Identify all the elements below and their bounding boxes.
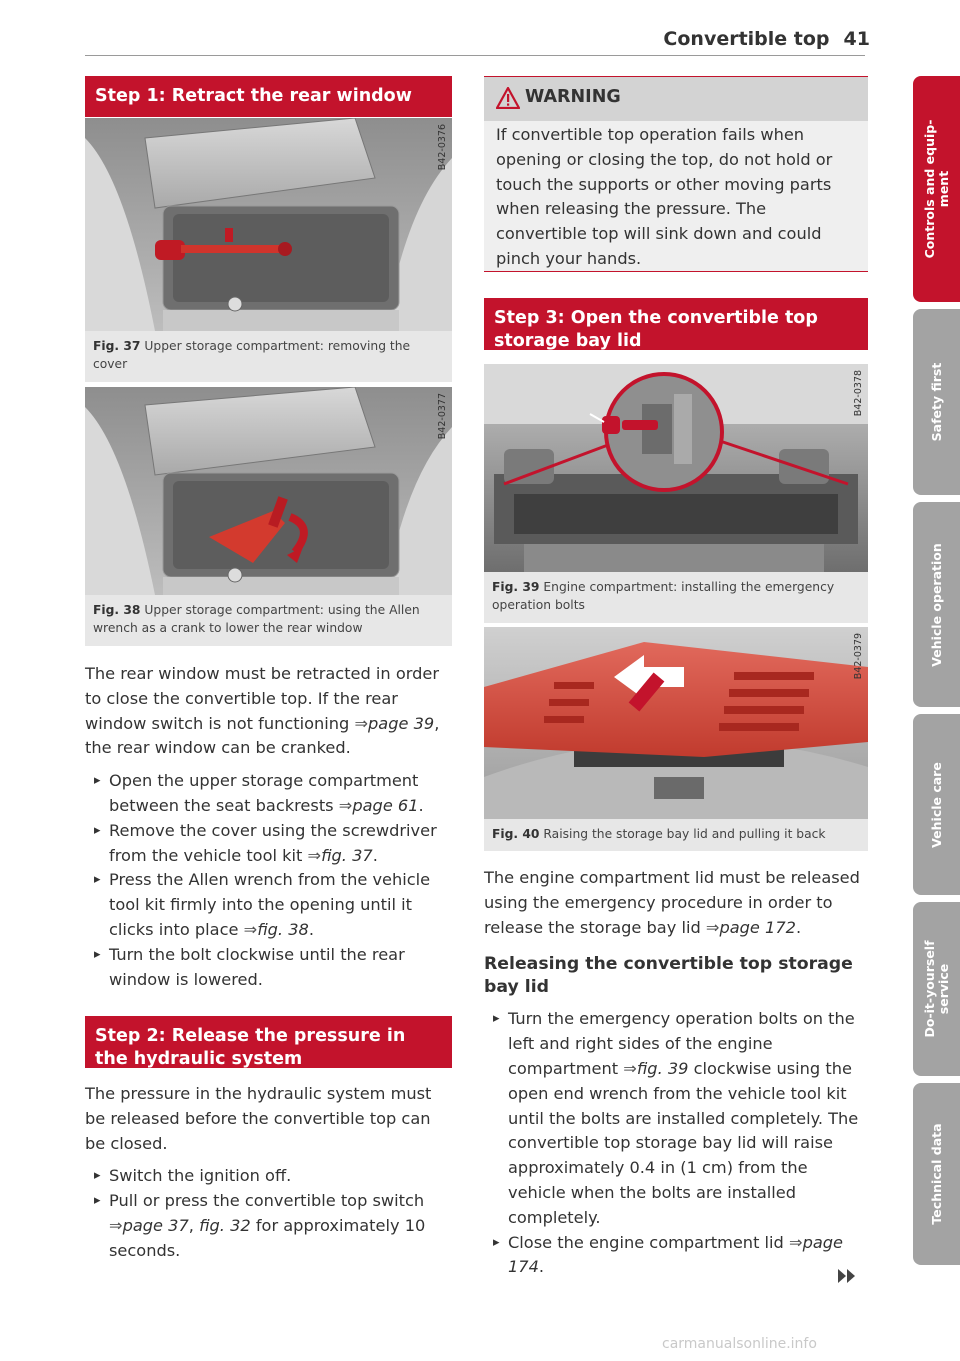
- figure-link[interactable]: fig. 37: [321, 845, 373, 865]
- step3-heading: Step 3: Open the convertible top storage bay lid: [484, 298, 868, 350]
- page-link[interactable]: page 61: [352, 795, 419, 815]
- figure-39-image: [484, 364, 868, 572]
- paragraph: The pressure in the hydraulic system must be released before the convertible top can be closed.: [85, 1084, 432, 1153]
- warning-title: WARNING: [525, 87, 621, 107]
- list-item: ▸ Turn the bolt clockwise until the rear window is lowered.: [85, 943, 452, 993]
- step2-section-heading: Step 2: Release the pressure in the hydraulic system: [85, 1016, 452, 1068]
- figure-38-code: B42-0377: [437, 393, 448, 440]
- warning-icon: [496, 87, 520, 109]
- list-item: ▸ Close the engine compartment lid ⇒page 174.: [484, 1231, 868, 1281]
- tab-vehicle-care[interactable]: Vehicle care: [913, 714, 960, 895]
- step2-body: [85, 1082, 452, 1264]
- figure-39-code: B42-0378: [853, 370, 864, 417]
- tab-do-it-yourself-service[interactable]: Do-it-yourself service: [913, 902, 960, 1076]
- figure-37-caption: Fig. 37 Upper storage compartment: removing the cover: [85, 331, 452, 382]
- running-header: [620, 28, 870, 50]
- figure-link[interactable]: fig. 39: [636, 1058, 689, 1078]
- right-body-text: [484, 866, 868, 1280]
- figure-link[interactable]: fig. 32: [199, 1215, 251, 1235]
- left-body-text: [85, 662, 452, 992]
- warning-box: [484, 76, 868, 272]
- figure-link[interactable]: fig. 38: [257, 919, 309, 939]
- page-link[interactable]: page 37: [122, 1215, 189, 1235]
- list-item: ▸ Switch the ignition off.: [85, 1164, 452, 1189]
- paragraph: The engine compartment lid must be released using the emergency procedure in order to release the storage bay lid ⇒page 172.: [484, 868, 860, 937]
- figure-40-image: [484, 627, 868, 819]
- section-title: Convertible top: [663, 28, 830, 50]
- page-number: 41: [843, 28, 870, 50]
- figure-40-caption: Fig. 40 Raising the storage bay lid and pulling it back: [484, 819, 868, 851]
- tab-technical-data[interactable]: Technical data: [913, 1083, 960, 1265]
- figure-38-image: [85, 387, 452, 595]
- figure-37-image: [85, 118, 452, 331]
- list-item: ▸ Turn the emergency operation bolts on the left and right sides of the engine compartment ⇒fig. 39 clockwise using the open end wrench from the vehicle tool kit until the bolts are installed completely. The convertible top storage bay lid will raise approximately 0.4 in (1 cm) from the vehicle when the bolts are installed completely.: [484, 1007, 868, 1230]
- figure-38-caption: Fig. 38 Upper storage compartment: using the Allen wrench as a crank to lower the rear window: [85, 595, 452, 646]
- list-item: ▸ Remove the cover using the screwdriver from the vehicle tool kit ⇒fig. 37.: [85, 819, 452, 869]
- step1-heading: Step 1: Retract the rear window: [85, 76, 452, 117]
- header-rule: [85, 55, 865, 56]
- warning-text: If convertible top operation fails when opening or closing the top, do not hold or touch the supports or other moving parts when releasing the pressure. The convertible top will sink down and could pinch your hands.: [496, 125, 833, 268]
- page-link[interactable]: page 172: [719, 917, 796, 937]
- tab-controls-and-equipment[interactable]: Controls and equip- ment: [913, 76, 960, 302]
- figure-37-code: B42-0376: [437, 124, 448, 171]
- page-link[interactable]: page 39: [368, 713, 435, 733]
- paragraph: The rear window must be retracted in order to close the convertible top. If the rear window switch is not functioning ⇒page 39, the rear window can be cranked.: [85, 664, 440, 758]
- watermark: carmanualsonline.info: [662, 1336, 817, 1352]
- tab-vehicle-operation[interactable]: Vehicle operation: [913, 502, 960, 707]
- list-item: ▸ Open the upper storage compartment between the seat backrests ⇒page 61.: [85, 769, 452, 819]
- list-item: ▸ Pull or press the convertible top switch ⇒page 37, fig. 32 for approximately 10 seconds.: [85, 1189, 452, 1263]
- figure-40-code: B42-0379: [853, 633, 864, 680]
- figure-39-caption: Fig. 39 Engine compartment: installing the emergency operation bolts: [484, 572, 868, 623]
- tab-safety-first[interactable]: Safety first: [913, 309, 960, 495]
- page-link[interactable]: page 174: [508, 1232, 843, 1277]
- continue-arrow-icon: [838, 1269, 856, 1283]
- subheading: Releasing the convertible top storage bay lid: [484, 954, 853, 998]
- warning-header: [484, 76, 868, 121]
- list-item: ▸ Press the Allen wrench from the vehicle tool kit firmly into the opening until it clicks into place ⇒fig. 38.: [85, 868, 452, 942]
